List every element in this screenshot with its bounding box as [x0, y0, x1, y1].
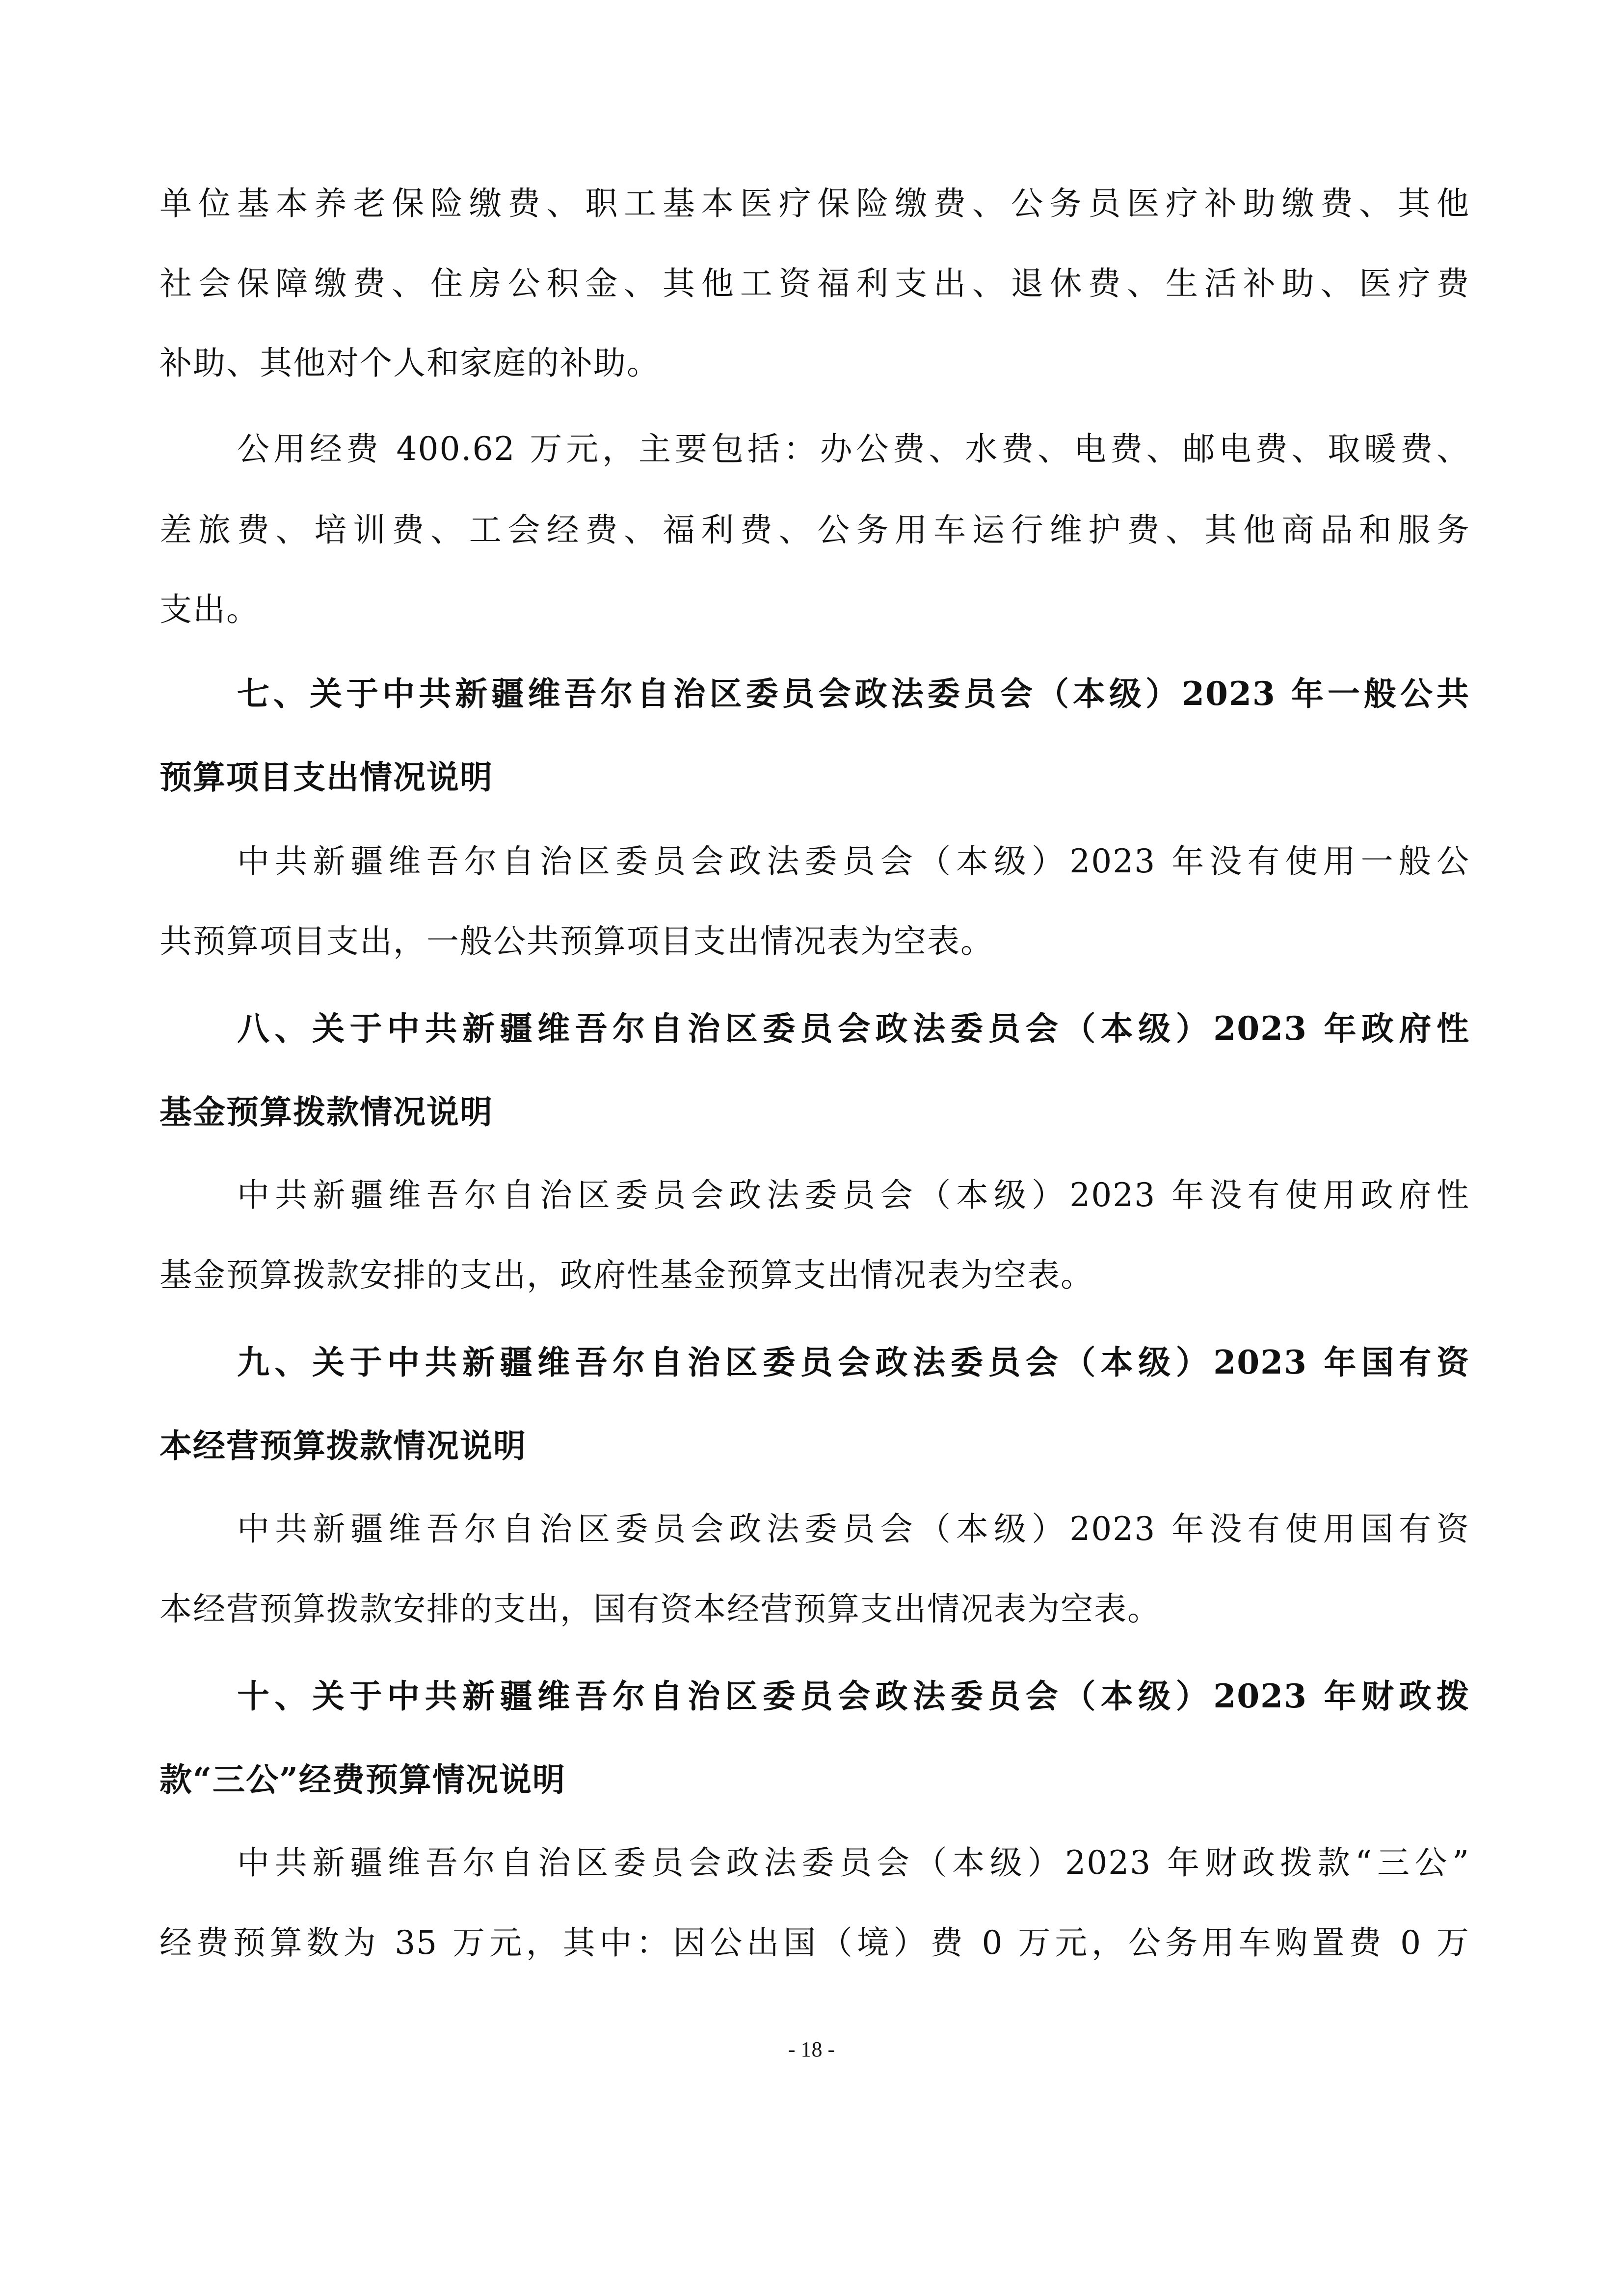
text-line: 支出。: [160, 591, 260, 628]
section-heading: 本经营预算拨款情况说明: [160, 1427, 527, 1465]
section-heading: 预算项目支出情况说明: [160, 758, 493, 796]
section-heading: 款“三公”经费预算情况说明: [160, 1760, 566, 1799]
text-line: 社会保障缴费、住房公积金、其他工资福利支出、退休费、生活补助、医疗费: [160, 265, 1470, 302]
section-body: 中共新疆维吾尔自治区委员会政法委员会（本级）2023 年没有使用国有资: [237, 1510, 1470, 1548]
text-line: 单位基本养老保险缴费、职工基本医疗保险缴费、公务员医疗补助缴费、其他: [160, 185, 1470, 222]
section-body: 中共新疆维吾尔自治区委员会政法委员会（本级）2023 年财政拨款“三公”: [237, 1844, 1470, 1882]
section-body: 本经营预算拨款安排的支出，国有资本经营预算支出情况表为空表。: [160, 1590, 1161, 1628]
section-body: 经费预算数为 35 万元，其中：因公出国（境）费 0 万元，公务用车购置费 0 万: [160, 1924, 1470, 1962]
page-number: - 18 -: [788, 2037, 835, 2061]
section-body: 共预算项目支出，一般公共预算项目支出情况表为空表。: [160, 922, 994, 960]
section-body: 中共新疆维吾尔自治区委员会政法委员会（本级）2023 年没有使用一般公: [237, 842, 1470, 880]
section-body: 中共新疆维吾尔自治区委员会政法委员会（本级）2023 年没有使用政府性: [237, 1176, 1470, 1214]
text-line: 公用经费 400.62 万元，主要包括：办公费、水费、电费、邮电费、取暖费、: [237, 430, 1470, 468]
section-heading: 七、关于中共新疆维吾尔自治区委员会政法委员会（本级）2023 年一般公共: [237, 675, 1470, 713]
section-heading: 基金预算拨款情况说明: [160, 1093, 493, 1131]
section-heading: 八、关于中共新疆维吾尔自治区委员会政法委员会（本级）2023 年政府性: [237, 1009, 1470, 1048]
text-line: 补助、其他对个人和家庭的补助。: [160, 344, 660, 382]
section-heading: 九、关于中共新疆维吾尔自治区委员会政法委员会（本级）2023 年国有资: [237, 1343, 1470, 1381]
section-heading: 十、关于中共新疆维吾尔自治区委员会政法委员会（本级）2023 年财政拨: [237, 1677, 1470, 1715]
section-body: 基金预算拨款安排的支出，政府性基金预算支出情况表为空表。: [160, 1256, 1094, 1294]
text-line: 差旅费、培训费、工会经费、福利费、公务用车运行维护费、其他商品和服务: [160, 511, 1470, 549]
